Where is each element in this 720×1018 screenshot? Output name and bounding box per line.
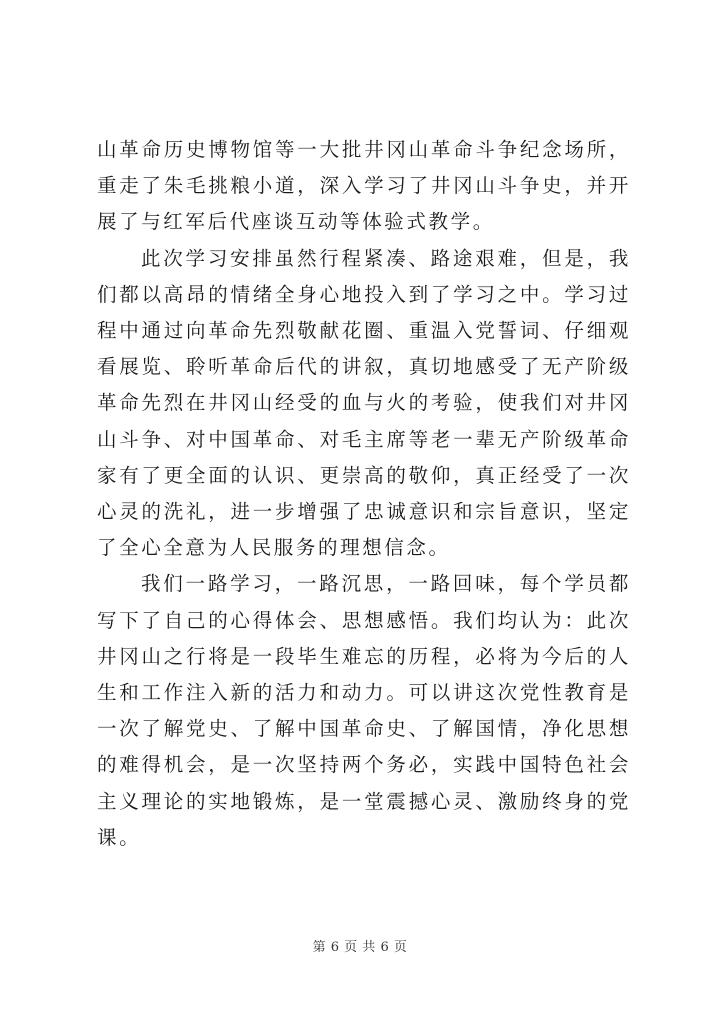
paragraph-1: 山革命历史博物馆等一大批井冈山革命斗争纪念场所，重走了朱毛挑粮小道，深入学习了井冈山斗争史，并开展了与红军后代座谈互动等体验式教学。 — [97, 138, 631, 234]
paragraph-2: 此次学习安排虽然行程紧凑、路途艰难，但是，我们都以高昂的情绪全身心地投入到了学习之中。学习过程中通过向革命先烈敬献花圈、重温入党誓词、仔细观看展览、聆听革命后代的讲叙，真切地感受了无产阶级革命先烈在井冈山经受的血与火的考验，使我们对井冈山斗争、对中国革命、对毛主席等老一辈无产阶级革命家有了更全面的认识、更崇高的敬仰，真正经受了一次心灵的洗礼，进一步增强了忠诚意识和宗旨意识，坚定了全心全意为人民服务的理想信念。 — [97, 246, 631, 560]
page-number-footer: 第 6 页 共 6 页 — [312, 940, 408, 955]
document-body — [97, 132, 631, 856]
paragraph-3: 我们一路学习，一路沉思，一路回味，每个学员都写下了自己的心得体会、思想感悟。我们均认为：此次井冈山之行将是一段毕生难忘的历程，必将为今后的人生和工作注入新的活力和动力。可以讲这次党性教育是一次了解党史、了解中国革命史、了解国情，净化思想的难得机会，是一次坚持两个务必，实践中国特色社会主义理论的实地锻炼，是一堂震撼心灵、激励终身的党课。 — [97, 572, 631, 849]
